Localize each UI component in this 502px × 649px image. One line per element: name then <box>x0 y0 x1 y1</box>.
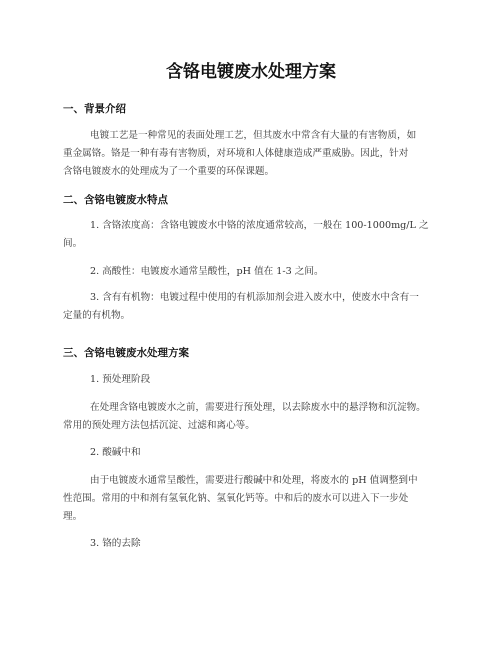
step-title: 2. 酸碱中和 <box>90 447 141 458</box>
list-item-line: 定量的有机物。 <box>63 310 131 321</box>
list-item-line: 2. 高酸性：电镀废水通常呈酸性，pH 值在 1-3 之间。 <box>90 266 324 277</box>
paragraph-line: 由于电镀废水通常呈酸性，需要进行酸碱中和处理，将废水的 pH 值调整到中 <box>90 475 418 486</box>
section-heading-plan: 三、含铬电镀废水处理方案 <box>63 347 189 359</box>
step-title: 1. 预处理阶段 <box>90 374 151 385</box>
paragraph-line: 性范围。常用的中和剂有氢氧化钠、氢氧化钙等。中和后的废水可以进入下一步处 <box>63 493 409 504</box>
paragraph-line: 常用的预处理方法包括沉淀、过滤和离心等。 <box>63 420 255 431</box>
paragraph-line: 在处理含铬电镀废水之前，需要进行预处理，以去除废水中的悬浮物和沉淀物。 <box>90 402 426 413</box>
paragraph-line: 理。 <box>63 511 83 522</box>
paragraph-line: 电镀工艺是一种常见的表面处理工艺，但其废水中常含有大量的有害物质，如 <box>90 130 417 141</box>
step-title: 3. 铬的去除 <box>90 538 141 549</box>
document-title: 含铬电镀废水处理方案 <box>166 62 336 82</box>
list-item-line: 3. 含有有机物：电镀过程中使用的有机添加剂会进入废水中，使废水中含有一 <box>90 292 419 303</box>
list-item-line: 间。 <box>63 238 83 249</box>
paragraph-line: 含铬电镀废水的处理成为了一个重要的环保课题。 <box>63 166 275 177</box>
section-heading-characteristics: 二、含铬电镀废水特点 <box>63 194 168 206</box>
list-item-line: 1. 含铬浓度高：含铬电镀废水中铬的浓度通常较高，一般在 100-1000mg/L 之 <box>90 220 429 231</box>
paragraph-line: 重金属铬。铬是一种有毒有害物质，对环境和人体健康造成严重威胁。因此，针对 <box>63 148 409 159</box>
section-heading-background: 一、背景介绍 <box>63 103 126 115</box>
